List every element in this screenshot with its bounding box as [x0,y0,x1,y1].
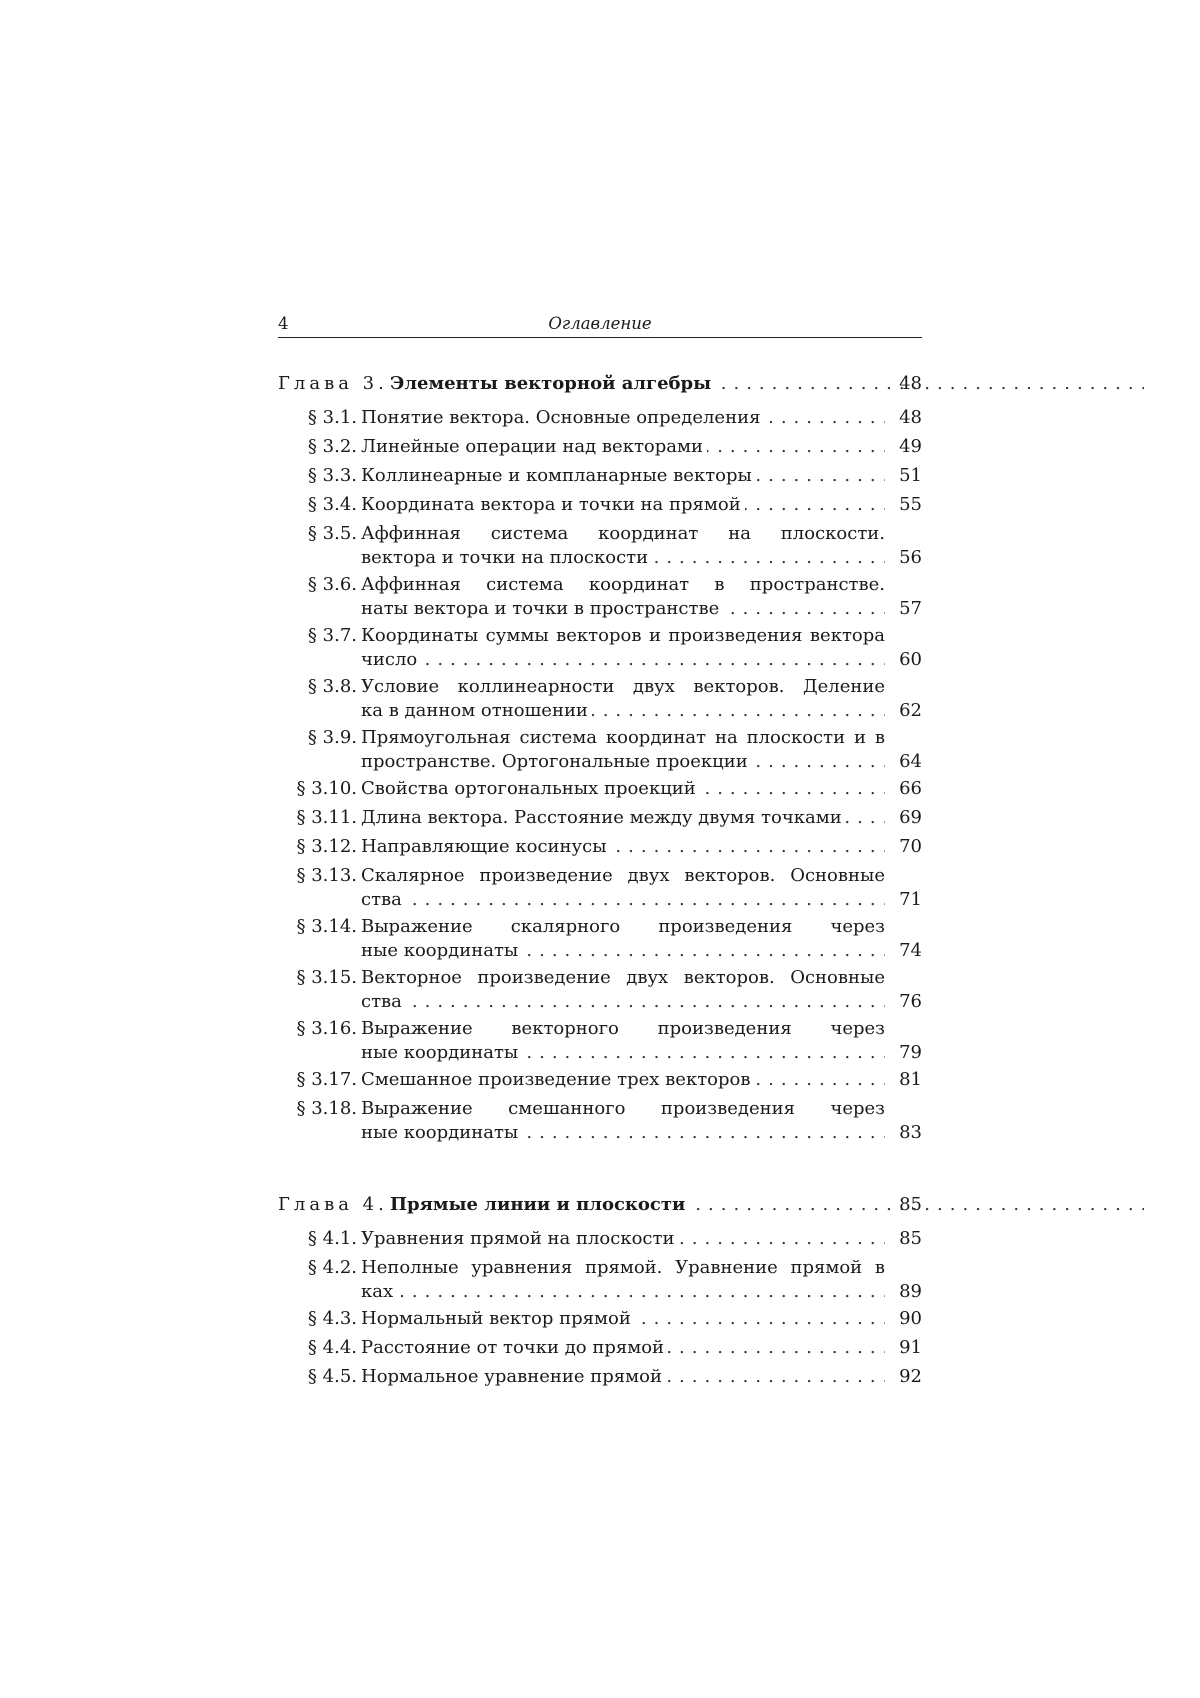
section-title-block [361,726,885,774]
section-title-line [361,435,885,459]
section-title-line: Скалярное произведение двух векторов. Основные [361,864,885,888]
section-title-text: пространстве. Ортогональные проекции [361,751,752,772]
dot-leader: ............................. [361,1041,885,1065]
section-title-text: вектора и точки на плоскости [361,547,652,568]
page-number: 4 [278,314,289,333]
section-title-block [361,406,885,430]
section-title-block [361,464,885,488]
section-title-line: Координаты суммы векторов и произведения вектора [361,624,885,648]
section-title-text: ка в данном отношении [361,700,592,721]
section-title-line: Векторное произведение двух векторов. Основные [361,966,885,990]
section-number: § 3.13. [296,864,357,888]
section-title-line [361,1041,885,1065]
section-title-text: наты вектора и точки в пространстве [361,598,723,619]
section-title-line [361,835,885,859]
section-page-number: 83 [882,1121,922,1145]
section-number: § 3.10. [296,777,357,801]
section-number: § 3.8. [308,675,357,699]
section-page-number: 69 [882,806,922,830]
section-title-block [361,522,885,570]
section-number: § 3.12. [296,835,357,859]
section-title-line: Условие коллинеарности двух векторов. Деление [361,675,885,699]
section-title-line: Выражение скалярного произведения через [361,915,885,939]
section-title-text: ства [361,889,406,910]
section-title-block [361,806,885,830]
section-title-text: Расстояние от точки до прямой [361,1337,668,1358]
section-page-number: 62 [882,699,922,723]
section-title-line: Неполные уравнения прямой. Уравнение прямой в [361,1256,885,1280]
section-title-text: ные координаты [361,1042,522,1063]
section-title-text: Понятие вектора. Основные определения [361,407,764,428]
section-title-text: ные координаты [361,1122,522,1143]
section-title-line [361,1365,885,1389]
section-page-number: 70 [882,835,922,859]
section-title-line: Выражение смешанного произведения через [361,1097,885,1121]
dot-leader: ......................................... [361,1280,885,1304]
section-number: § 3.15. [296,966,357,990]
section-page-number: 71 [882,888,922,912]
section-title-block [361,1227,885,1251]
section-title-block [361,864,885,912]
section-page-number: 85 [882,1227,922,1251]
section-page-number: 55 [882,493,922,517]
section-title-line [361,546,885,570]
section-title-text: Уравнения прямой на плоскости [361,1228,678,1249]
chapter-title-line [390,1193,1144,1217]
section-number: § 4.4. [308,1336,357,1360]
section-title-text: Линейные операции над векторами [361,436,707,457]
section-title-block [361,777,885,801]
section-title-line [361,406,885,430]
section-title-line [361,888,885,912]
section-title-block [361,835,885,859]
section-title-line [361,1227,885,1251]
section-title-block [361,493,885,517]
section-title-text: Длина вектора. Расстояние между двумя точками [361,807,846,828]
section-title-text: Нормальное уравнение прямой [361,1366,666,1387]
chapter-title: Прямые линии и плоскости [390,1194,689,1215]
section-page-number: 66 [882,777,922,801]
section-number: § 3.7. [308,624,357,648]
section-title-block [361,1068,885,1092]
section-number: § 3.9. [308,726,357,750]
section-title-line [361,597,885,621]
section-title-text: ства [361,991,406,1012]
section-title-line: Выражение векторного произведения через [361,1017,885,1041]
section-title-line [361,493,885,517]
section-number: § 3.14. [296,915,357,939]
section-number: § 3.3. [308,464,357,488]
section-number: § 3.18. [296,1097,357,1121]
section-title-line [361,1307,885,1331]
section-number: § 4.1. [308,1227,357,1251]
section-number: § 3.4. [308,493,357,517]
section-page-number: 91 [882,1336,922,1360]
section-page-number: 56 [882,546,922,570]
section-page-number: 81 [882,1068,922,1092]
chapter-page-number: 85 [882,1193,922,1217]
section-title-line: Прямоугольная система координат на плоскости и в [361,726,885,750]
chapter-title: Элементы векторной алгебры [390,373,715,394]
section-title-line: Аффинная система координат в пространстве. [361,573,885,597]
section-title-line: Аффинная система координат на плоскости. [361,522,885,546]
section-title-block [361,1336,885,1360]
section-page-number: 92 [882,1365,922,1389]
section-page-number: 48 [882,406,922,430]
section-number: § 4.5. [308,1365,357,1389]
section-title-line [361,1280,885,1304]
section-title-line [361,990,885,1014]
section-title-text: Координата вектора и точки на прямой [361,494,745,515]
section-page-number: 49 [882,435,922,459]
section-title-text: Свойства ортогональных проекций [361,778,700,799]
dot-leader: ......................................... [361,888,885,912]
dot-leader: ............................. [361,939,885,963]
chapter-page-number: 48 [882,372,922,396]
section-title-block [361,675,885,723]
chapter-label: Глава 3. [278,372,388,396]
section-title-line [361,750,885,774]
dot-leader: ........................................................... [390,1193,1144,1217]
section-title-block [361,915,885,963]
section-title-block [361,1097,885,1145]
section-page-number: 90 [882,1307,922,1331]
section-title-text: Нормальный вектор прямой [361,1308,635,1329]
section-title-text: число [361,649,421,670]
dot-leader: .................................. [390,372,1144,396]
section-title-text: ные координаты [361,940,522,961]
chapter-title-block [390,1193,1144,1217]
chapter-label: Глава 4. [278,1193,388,1217]
section-number: § 3.16. [296,1017,357,1041]
section-title-line [361,939,885,963]
section-page-number: 89 [882,1280,922,1304]
section-title-line [361,1336,885,1360]
section-page-number: 64 [882,750,922,774]
running-title: Оглавление [278,314,922,333]
section-number: § 4.2. [308,1256,357,1280]
section-page-number: 74 [882,939,922,963]
section-page-number: 60 [882,648,922,672]
section-number: § 3.1. [308,406,357,430]
section-title-block [361,966,885,1014]
section-title-line [361,1068,885,1092]
section-title-text: Коллинеарные и компланарные векторы [361,465,756,486]
section-title-line [361,699,885,723]
section-page-number: 79 [882,1041,922,1065]
dot-leader: ............................. [361,1121,885,1145]
dot-leader: ............................. [361,699,885,723]
section-title-text: ках [361,1281,397,1302]
section-page-number: 51 [882,464,922,488]
section-page-number: 76 [882,990,922,1014]
section-number: § 3.17. [296,1068,357,1092]
dot-leader: ....................... [361,835,885,859]
section-number: § 3.2. [308,435,357,459]
section-page-number: 57 [882,597,922,621]
section-title-block [361,1017,885,1065]
section-title-line [361,1121,885,1145]
section-title-line [361,777,885,801]
section-title-block [361,1256,885,1304]
section-title-line [361,806,885,830]
section-title-block [361,1307,885,1331]
section-title-block [361,573,885,621]
section-title-line [361,464,885,488]
dot-leader: ......................................... [361,990,885,1014]
section-title-block [361,435,885,459]
chapter-title-line [390,372,1144,396]
section-number: § 3.6. [308,573,357,597]
running-header [278,312,922,338]
section-title-text: Направляющие косинусы [361,836,611,857]
section-number: § 3.5. [308,522,357,546]
section-number: § 4.3. [308,1307,357,1331]
section-title-block [361,624,885,672]
section-title-line [361,648,885,672]
section-title-text: Смешанное произведение трех векторов [361,1069,755,1090]
chapter-title-block [390,372,1144,396]
section-title-block [361,1365,885,1389]
section-number: § 3.11. [296,806,357,830]
dot-leader: ......................................... [361,648,885,672]
